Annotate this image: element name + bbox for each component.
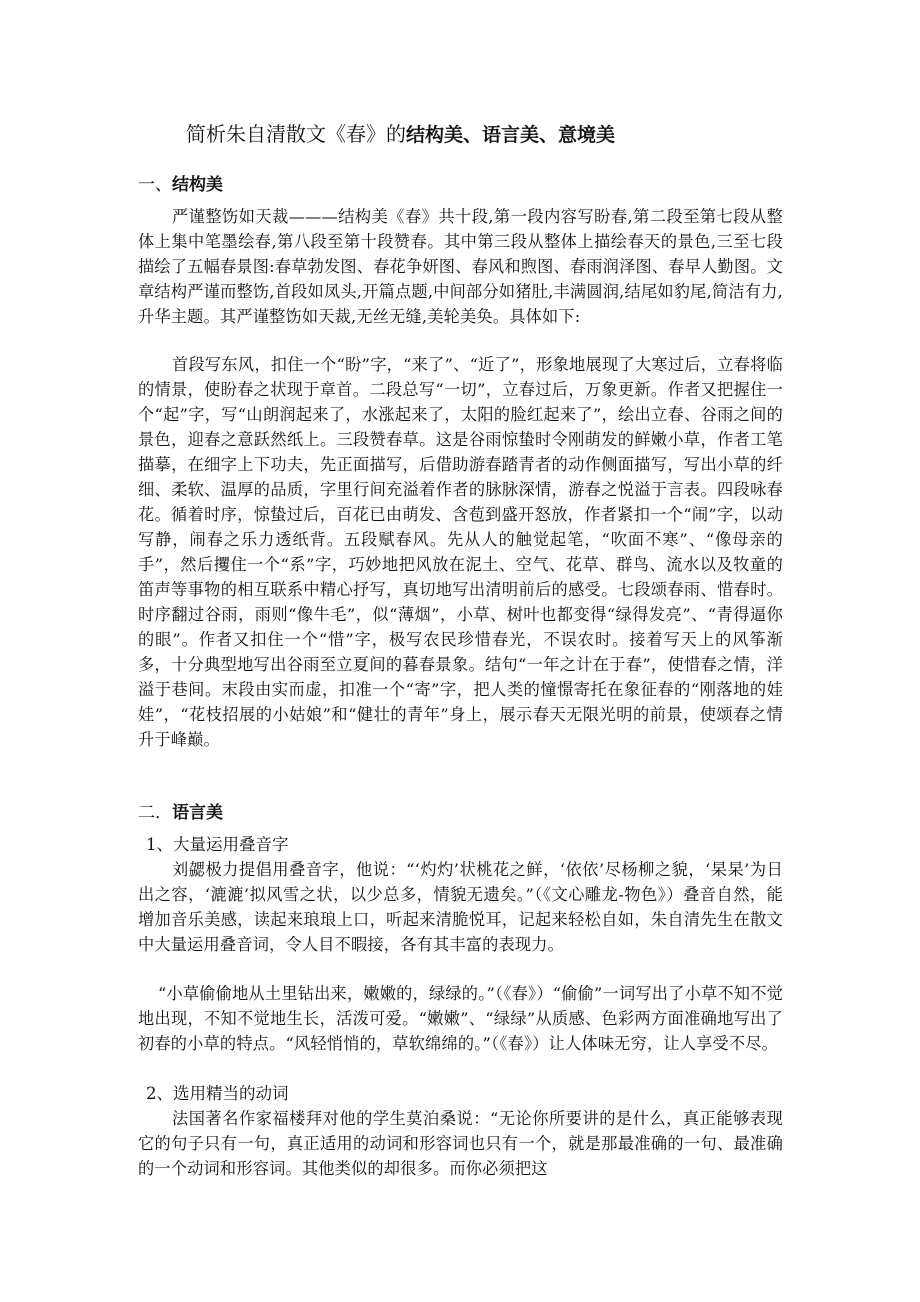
section-title: 语言美	[172, 803, 223, 823]
section-title: 结构美	[172, 175, 223, 195]
document-title	[186, 120, 786, 149]
section-number: 二．	[138, 803, 172, 823]
title-bold: 结构美、语言美、意境美	[406, 124, 616, 146]
paragraph: 刘勰极力提倡用叠音字，他说：“‘灼灼’状桃花之鲜，‘依依’尽杨柳之貌，‘杲杲’为日出之容，‘漉漉’拟风雪之状，以少总多，情貌无遗矣。”（《文心雕龙-物色》）叠音自然，能增加音乐美感，读起来琅琅上口，听起来清脆悦耳，记起来轻松自如，朱自清先生在散文中大量运用叠音词，令人目不暇接，各有其丰富的表现力。	[138, 860, 783, 954]
paragraph: “小草偷偷地从土里钻出来，嫩嫩的，绿绿的。”（《春》）“偷偷”一词写出了小草不知不觉地出现，不知不觉地生长，活泼可爱。“嫩嫩”、“绿绿”从质感、色彩两方面准确地写出了初春的小草的特点。“风轻悄悄的，草软绵绵的。”（《春》）让人体味无穷，让人享受不尽。	[138, 984, 783, 1053]
section-number: 一、	[138, 175, 172, 195]
paragraph: 严谨整饬如天裁———结构美《春》共十段,第一段内容写盼春,第二段至第七段从整体上集中笔墨绘春,第八段至第十段赞春。其中第三段从整体上描绘春天的景色,三至七段描绘了五幅春景图:春草勃发图、春花争妍图、春风和煦图、春雨润泽图、春早人勤图。文章结构严谨而整饬,首段如凤头,开篇点题,中间部分如猪肚,丰满圆润,结尾如豹尾,简洁有力,升华主题。其严谨整饬如天裁,无丝无缝,美轮美奂。具体如下:	[138, 207, 783, 326]
paragraph: 首段写东风，扣住一个“盼”字，“来了”、“近了”，形象地展现了大寒过后，立春将临的情景，使盼春之状现于章首。二段总写“一切”，立春过后，万象更新。作者又把握住一个“起”字，写“山朗润起来了，水涨起来了，太阳的脸红起来了”，绘出立春、谷雨之间的景色，迎春之意跃然纸上。三段赞春草。这是谷雨惊蛰时令刚萌发的鲜嫩小草，作者工笔描摹，在细字上下功夫，先正面描写，后借助游春踏青者的动作侧面描写，写出小草的纤细、柔软、温厚的品质，字里行间充溢着作者的脉脉深情，游春之悦溢于言表。四段咏春花。循着时序，惊蛰过后，百花已由萌发、含苞到盛开怒放，作者紧扣一个“闹”字，以动写静，闹春之乐力透纸背。五段赋春风。先从人的触觉起笔，“吹面不寒”、“像母亲的手”，然后攫住一个“系”字，巧妙地把风放在泥土、空气、花草、群鸟、流水以及牧童的笛声等事物的相互联系中精心抒写，真切地写出清明前后的感受。七段颂春雨、惜春时。时序翻过谷雨，雨则“像牛毛”，似“薄烟”，小草、树叶也都变得“绿得发亮”、“青得逼你的眼”。作者又扣住一个“惜”字，极写农民珍惜春光，不误农时。接着写天上的风筝渐多，十分典型地写出谷雨至立夏间的暮春景象。结句“一年之计在于春”，使惜春之情，洋溢于巷间。末段由实而虚，扣准一个“寄”字，把人类的憧憬寄托在象征春的“刚落地的娃娃”，“花枝招展的小姑娘”和“健壮的青年”身上，展示春天无限光明的前景，使颂春之情升于峰巅。	[138, 355, 783, 749]
section-heading-structure	[138, 172, 223, 198]
section-heading-language	[138, 800, 223, 826]
paragraph: 法国著名作家福楼拜对他的学生莫泊桑说：“无论你所要讲的是什么，真正能够表现它的句子只有一句，真正适用的动词和形容词也只有一个，就是那最准确的一句、最准确的一个动词和形容词。其他类似的却很多。而你必须把这	[138, 1109, 783, 1178]
title-plain: 简析朱自清散文《春》的	[186, 122, 406, 146]
subheading: 1、大量运用叠音字	[146, 835, 289, 854]
subheading: 2、选用精当的动词	[146, 1084, 289, 1103]
